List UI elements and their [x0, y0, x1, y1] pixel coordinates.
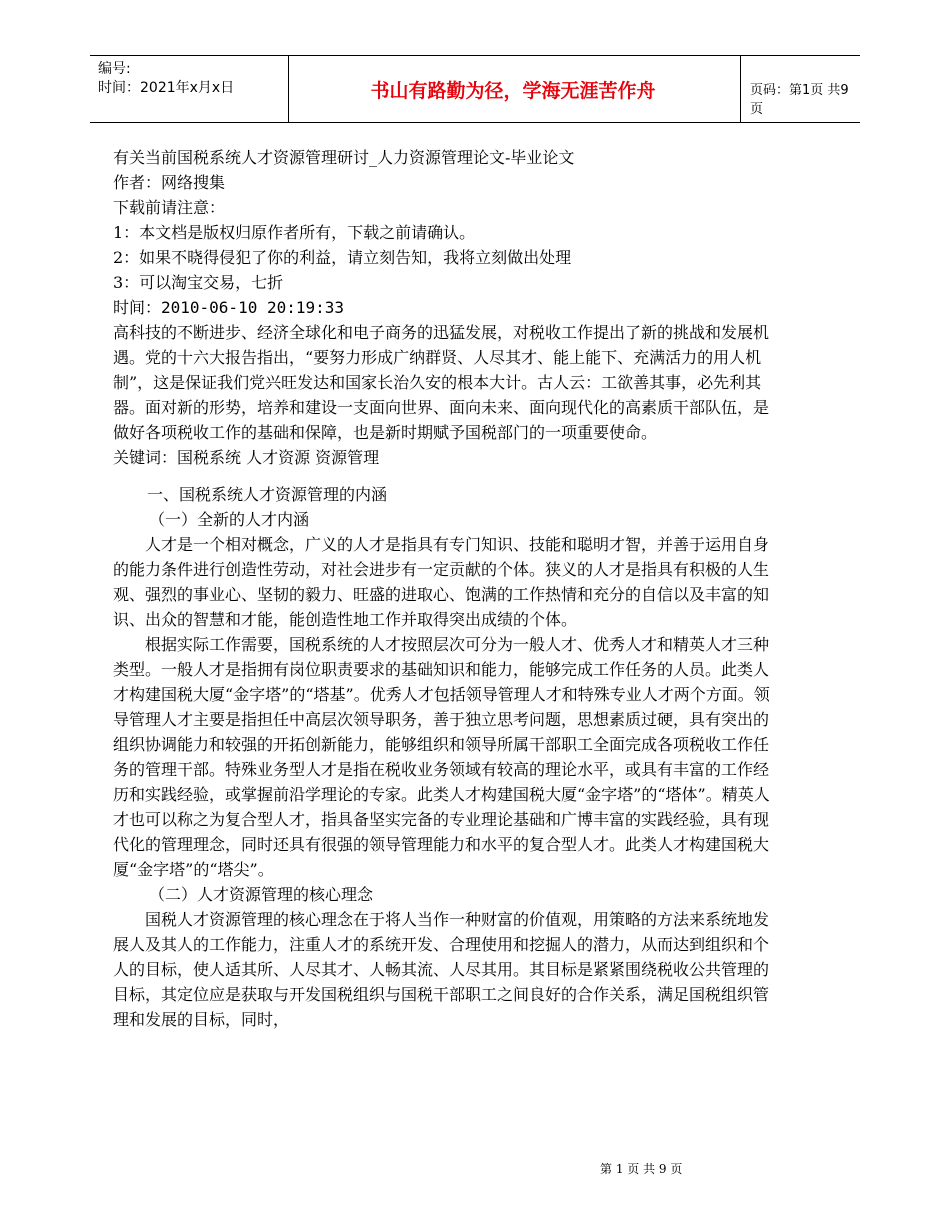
header-page-label: 页码：第1页 共9页 — [750, 83, 849, 117]
abstract-paragraph: 高科技的不断进步、经济全球化和电子商务的迅猛发展，对税收工作提出了新的挑战和发展机遇。党的十六大报告指出，“要努力形成广纳群贤、人尽其才、能上能下、充满活力的用人机制”，这是保证我们党兴旺发达和国家长治久安的根本大计。古人云：工欲善其事，必先利其器。面对新的形势，培养和建设一支面向世界、面向未来、面向现代化的高素质干部队伍，是做好各项税收工作的基础和保障，也是新时期赋予国税部门的一项重要使命。 — [113, 323, 770, 442]
document-author: 作者：网络搜集 — [113, 173, 226, 192]
notice-item: 3：可以淘宝交易，七折 — [113, 273, 284, 292]
body-paragraph: 人才是一个相对概念，广义的人才是指具有专门知识、技能和聪明才智，并善于运用自身的能力条件进行创造性劳动，对社会进步有一定贡献的个体。狭义的人才是指具有积极的人生观、强烈的事业心、坚韧的毅力、旺盛的进取心、饱满的工作热情和充分的自信以及丰富的知识、出众的智慧和才能，能创造性地工作并取得突出成绩的个体。 — [113, 535, 770, 629]
subsection-heading: （一）全新的人才内涵 — [149, 510, 310, 529]
header-divider-right — [740, 56, 741, 122]
download-notice-heading: 下载前请注意： — [113, 198, 226, 217]
document-title: 有关当前国税系统人才资源管理研讨_人力资源管理论文-毕业论文 — [113, 148, 575, 167]
notice-item: 2：如果不晓得侵犯了你的利益，请立刻告知，我将立刻做出处理 — [113, 248, 572, 267]
document-timestamp: 时间：2010-06-10 20:19:33 — [113, 298, 345, 317]
document-number-label: 编号: — [98, 61, 131, 77]
page-header — [90, 55, 860, 123]
header-motto: 书山有路勤为径，学海无涯苦作舟 — [370, 79, 656, 102]
body-paragraph: 国税人才资源管理的核心理念在于将人当作一种财富的价值观，用策略的方法来系统地发展人及其人的工作能力，注重人才的系统开发、合理使用和挖掘人的潜力，从而达到组织和个人的目标，使人适其所、人尽其才、人畅其流、人尽其用。其目标是紧紧围绕税收公共管理的目标，其定位应是获取与开发国税组织与国税干部职工之间良好的合作关系，满足国税组织管理和发展的目标，同时， — [113, 910, 770, 1029]
header-time-label: 时间：2021年x月x日 — [98, 80, 235, 96]
subsection-heading: （二）人才资源管理的核心理念 — [149, 885, 374, 904]
section-heading: 一、国税系统人才资源管理的内涵 — [147, 485, 388, 504]
notice-item: 1：本文档是版权归原作者所有，下载之前请确认。 — [113, 223, 476, 242]
page-footer: 第 1 页 共 9 页 — [600, 1162, 683, 1176]
body-paragraph: 根据实际工作需要，国税系统的人才按照层次可分为一般人才、优秀人才和精英人才三种类型。一般人才是指拥有岗位职责要求的基础知识和能力，能够完成工作任务的人员。此类人才构建国税大厦“金字塔”的“塔基”。优秀人才包括领导管理人才和特殊专业人才两个方面。领导管理人才主要是指担任中高层次领导职务，善于独立思考问题，思想素质过硬，具有突出的组织协调能力和较强的开拓创新能力，能够组织和领导所属干部职工全面完成各项税收工作任务的管理干部。特殊业务型人才是指在税收业务领域有较高的理论水平，或具有丰富的工作经历和实践经验，或掌握前沿学理论的专家。此类人才构建国税大厦“金字塔”的“塔体”。精英人才也可以称之为复合型人才，指具备坚实完备的专业理论基础和广博丰富的实践经验，具有现代化的管理理念，同时还具有很强的领导管理能力和水平的复合型人才。此类人才构建国税大厦“金字塔”的“塔尖”。 — [113, 635, 770, 879]
header-meta — [98, 60, 278, 98]
document-body — [113, 145, 773, 1032]
keywords-line: 关键词：国税系统 人才资源 资源管理 — [113, 448, 380, 467]
